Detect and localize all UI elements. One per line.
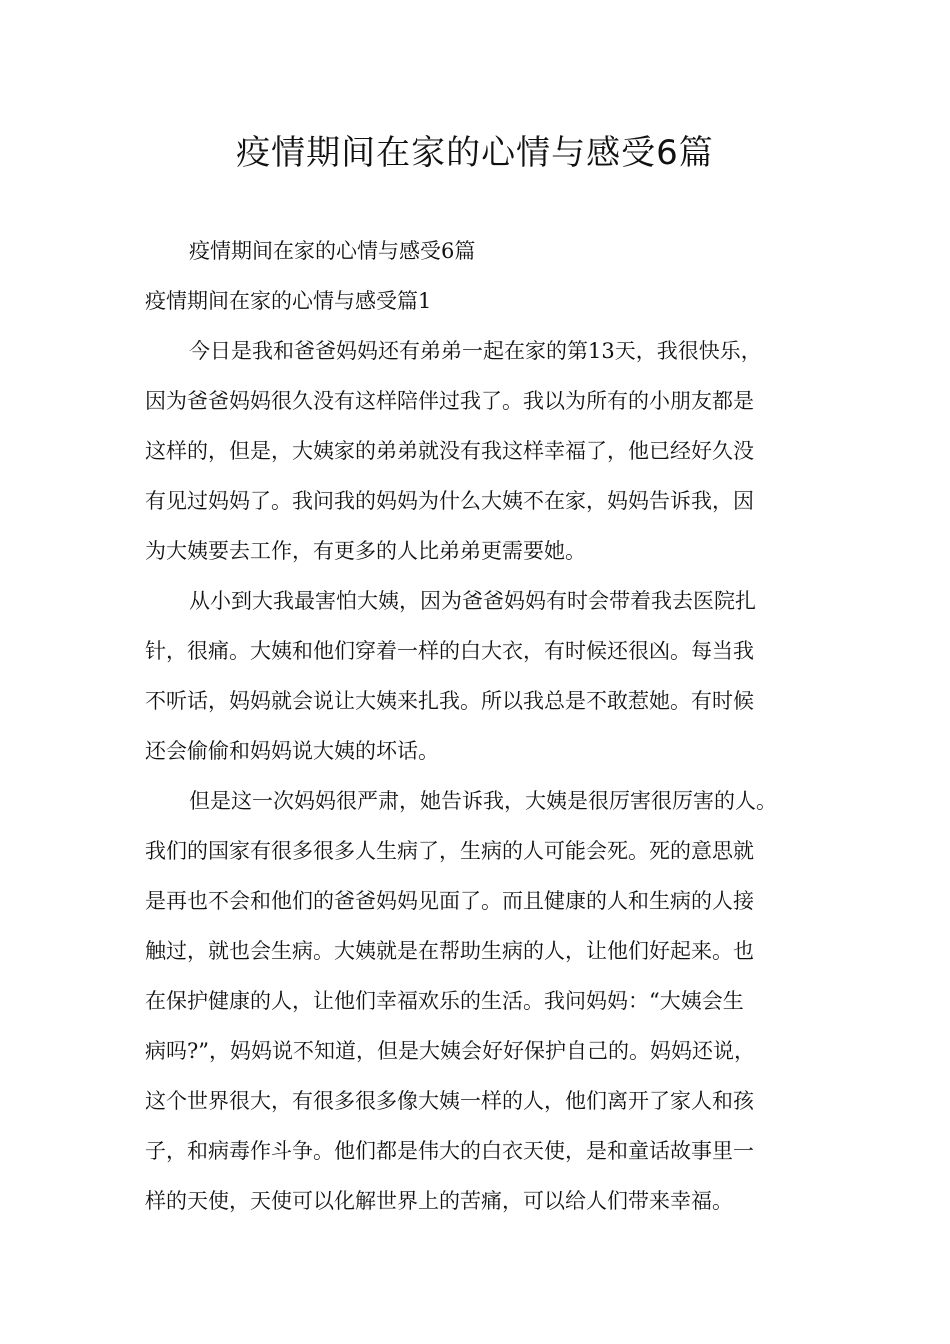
paragraph-line: 我们的国家有很多很多人生病了，生病的人可能会死。死的意思就	[145, 839, 754, 863]
paragraph-line: 但是这一次妈妈很严肃，她告诉我，大姨是很厉害很厉害的人。	[189, 789, 777, 813]
paragraph-line: 是再也不会和他们的爸爸妈妈见面了。而且健康的人和生病的人接	[145, 889, 754, 913]
paragraph-line: 病吗?”，妈妈说不知道，但是大姨会好好保护自己的。妈妈还说，	[145, 1039, 755, 1063]
subtitle-line: 疫情期间在家的心情与感受6篇	[189, 239, 476, 263]
section-heading: 疫情期间在家的心情与感受篇1	[145, 289, 432, 313]
paragraph-line: 触过，就也会生病。大姨就是在帮助生病的人，让他们好起来。也	[145, 939, 754, 963]
paragraph-line: 样的天使，天使可以化解世界上的苦痛，可以给人们带来幸福。	[145, 1189, 733, 1213]
paragraph-line: 为大姨要去工作，有更多的人比弟弟更需要她。	[145, 539, 586, 563]
document-title: 疫情期间在家的心情与感受6篇	[236, 133, 714, 173]
paragraph-line: 还会偷偷和妈妈说大姨的坏话。	[145, 739, 439, 763]
paragraph-line: 这样的，但是，大姨家的弟弟就没有我这样幸福了，他已经好久没	[145, 439, 754, 463]
paragraph-line: 子，和病毒作斗争。他们都是伟大的白衣天使，是和童话故事里一	[145, 1139, 754, 1163]
paragraph-line: 不听话，妈妈就会说让大姨来扎我。所以我总是不敢惹她。有时候	[145, 689, 754, 713]
paragraph-line: 今日是我和爸爸妈妈还有弟弟一起在家的第13天，我很快乐，	[189, 339, 762, 363]
document-body	[145, 226, 810, 1226]
paragraph-line: 在保护健康的人，让他们幸福欢乐的生活。我问妈妈：“大姨会生	[145, 989, 744, 1013]
paragraph-line: 因为爸爸妈妈很久没有这样陪伴过我了。我以为所有的小朋友都是	[145, 389, 754, 413]
paragraph-line: 有见过妈妈了。我问我的妈妈为什么大姨不在家，妈妈告诉我，因	[145, 489, 754, 513]
paragraph-line: 针，很痛。大姨和他们穿着一样的白大衣，有时候还很凶。每当我	[145, 639, 754, 663]
paragraph-line: 从小到大我最害怕大姨，因为爸爸妈妈有时会带着我去医院扎	[189, 589, 756, 613]
paragraph-line: 这个世界很大，有很多很多像大姨一样的人，他们离开了家人和孩	[145, 1089, 754, 1113]
